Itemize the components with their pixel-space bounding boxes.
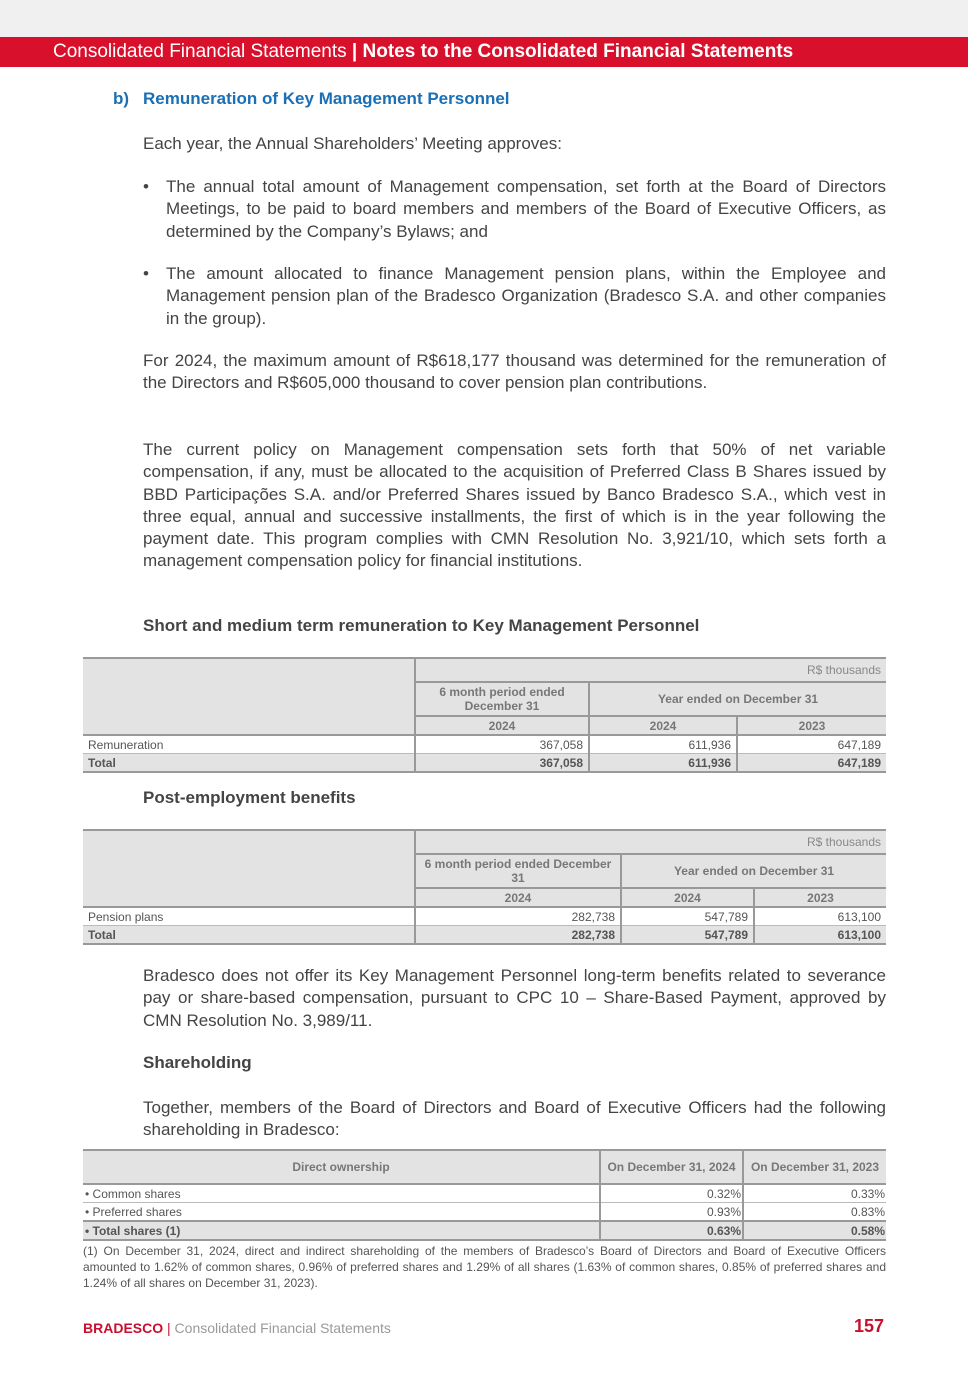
section-b-heading [113, 89, 510, 109]
footer-brand: BRADESCO [83, 1320, 164, 1336]
long-term-paragraph: Bradesco does not offer its Key Management Personnel long-term benefits related to severance pay or share-based compensation, pursuant to CPC 10 – Share-Based Payment, approved by CMN Resolution No. 3,989/11. [143, 966, 886, 1030]
intro-paragraph: Each year, the Annual Shareholders’ Meeting approves: [143, 134, 562, 153]
col-group-year: Year ended on December 31 [621, 854, 886, 888]
row-label: • Total shares (1) [83, 1221, 600, 1240]
shareholding-heading: Shareholding [143, 1053, 252, 1072]
bullet-symbol: • [143, 264, 149, 283]
unit-label: R$ thousands [415, 830, 886, 854]
footer-separator: | [167, 1320, 171, 1336]
col-year: 2023 [737, 716, 886, 735]
col-year: 2024 [415, 888, 621, 907]
section-title: Remuneration of Key Management Personnel [143, 89, 510, 108]
footnote: (1) On December 31, 2024, direct and indirect shareholding of the members of Bradesco’s Board of Directors and Board of Executive Officers amounted to 1.62% of common shares, 0.96% of preferred shares and 1.29% of all shares (1.63% of common shares, 0.85% of preferred shares and 1.24% of all shares on December 31, 2023). [83, 1244, 886, 1290]
header-section: Consolidated Financial Statements [53, 41, 347, 62]
total-row [83, 926, 886, 945]
row-label: Pension plans [83, 907, 415, 926]
section-label: b) [113, 89, 130, 108]
col-group-6-month: 6 month period ended December 31 [415, 682, 589, 716]
page-header-banner [0, 37, 968, 67]
cell-value: 282,738 [415, 926, 621, 945]
bullet-item [143, 263, 886, 330]
table-row [83, 1184, 886, 1203]
cell-value: 547,789 [621, 907, 754, 926]
cell-value: 367,058 [415, 754, 589, 773]
remuneration-table [83, 657, 886, 773]
bullet-text: The annual total amount of Management compensation, set forth at the Board of Directors Meetings, to be paid to board members and members of the Board of Executive Officers, as determined by the Company’s Bylaws; and [166, 177, 886, 241]
row-label: Total [83, 754, 415, 773]
table-corner [83, 830, 415, 907]
table-row [83, 735, 886, 754]
col-group-year: Year ended on December 31 [589, 682, 886, 716]
cell-value: 0.83% [850, 1204, 885, 1219]
col-year: 2024 [589, 716, 737, 735]
row-label: • Common shares [83, 1184, 600, 1203]
cell-value: 0.93% [600, 1203, 743, 1222]
cell-value: 0.32% [600, 1184, 743, 1203]
total-row [83, 1221, 886, 1240]
unit-label: R$ thousands [415, 658, 886, 682]
col-year: 2024 [415, 716, 589, 735]
cell-value: 0.58% [743, 1221, 886, 1240]
cell-value: 367,058 [415, 735, 589, 754]
cell-value: 547,789 [621, 926, 754, 945]
bullet-symbol: • [143, 177, 149, 196]
header-subsection: Notes to the Consolidated Financial Statements [362, 41, 794, 62]
shareholding-table [83, 1149, 886, 1241]
cell-value: 647,189 [737, 754, 886, 773]
cell-value: 0.33% [850, 1186, 885, 1201]
post-employment-heading: Post-employment benefits [143, 788, 356, 807]
remuneration-table-heading: Short and medium term remuneration to Key Management Personnel [143, 616, 700, 635]
cell-value: 611,936 [589, 735, 737, 754]
col-year: 2023 [754, 888, 886, 907]
row-label: • Preferred shares [83, 1203, 600, 1222]
cell-value: 611,936 [589, 754, 737, 773]
col-2024: On December 31, 2024 [600, 1150, 743, 1184]
cell-value: 282,738 [415, 907, 621, 926]
cell-value: 613,100 [754, 926, 886, 945]
col-2023: On December 31, 2023 [743, 1150, 886, 1184]
bullet-item [143, 176, 886, 243]
header-separator: | [351, 41, 358, 62]
bullet-text: The amount allocated to finance Management pension plans, within the Employee and Management pension plan of the Bradesco Organization (Bradesco S.A. and other companies in the group). [166, 264, 886, 328]
col-year: 2024 [621, 888, 754, 907]
post-employment-table [83, 829, 886, 945]
cell-value: 613,100 [837, 909, 882, 924]
table-corner [83, 658, 415, 735]
col-group-6-month: 6 month period ended December 31 [415, 854, 621, 888]
footer-doc-title: Consolidated Financial Statements [174, 1320, 391, 1336]
policy-paragraph: The current policy on Management compensation sets forth that 50% of net variable compensation, if any, must be allocated to the acquisition of Preferred Class B Shares issued by BBD Participações S.A. and/or Preferred Shares issued by Banco Bradesco S.A., which vest in three equal, annual and successive installments, the first of which is in the year following the payment date. This program complies with CMN Resolution No. 3,921/10, which sets forth a management compensation policy for financial institutions. [143, 440, 886, 571]
row-label: Remuneration [83, 735, 415, 754]
shareholding-intro: Together, members of the Board of Directors and Board of Executive Officers had the following shareholding in Bradesco: [143, 1098, 886, 1140]
budget-paragraph: For 2024, the maximum amount of R$618,177 thousand was determined for the remuneration of the Directors and R$605,000 thousand to cover pension plan contributions. [143, 351, 886, 393]
total-row [83, 754, 886, 773]
table-row [83, 907, 886, 926]
page-footer [83, 1320, 391, 1336]
cell-value: 647,189 [837, 737, 882, 752]
table-row [83, 1203, 886, 1222]
page-number: 157 [854, 1316, 885, 1336]
top-margin [0, 0, 968, 37]
row-label: Total [83, 926, 415, 945]
col-direct-ownership: Direct ownership [83, 1150, 600, 1184]
cell-value: 0.63% [600, 1221, 743, 1240]
